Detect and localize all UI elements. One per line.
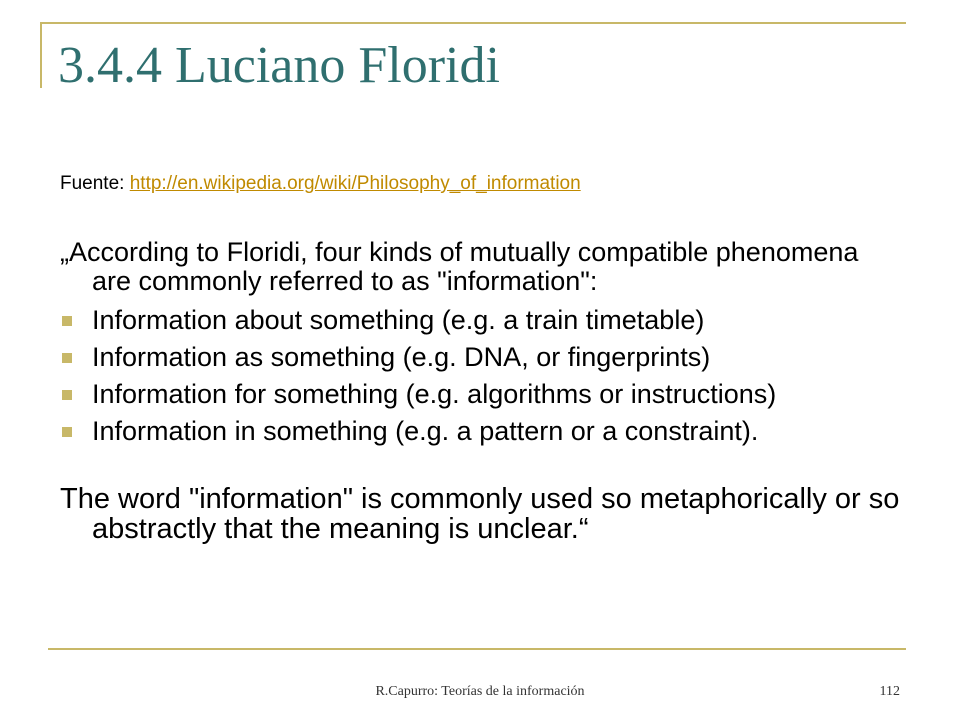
square-bullet-icon xyxy=(62,316,72,326)
square-bullet-icon xyxy=(62,427,72,437)
top-rule xyxy=(40,22,906,24)
bullet-item xyxy=(60,417,900,446)
bullet-text: Information in something (e.g. a pattern or a constraint). xyxy=(92,416,759,446)
bullet-text: Information for something (e.g. algorithms or instructions) xyxy=(92,379,777,409)
square-bullet-icon xyxy=(62,390,72,400)
bullet-item xyxy=(60,380,900,409)
slide-body xyxy=(60,238,900,544)
bullet-list xyxy=(60,306,900,446)
bottom-rule xyxy=(48,648,906,650)
footer-text: R.Capurro: Teorías de la información xyxy=(375,684,585,699)
source-line xyxy=(60,172,581,196)
page-number: 112 xyxy=(879,684,900,699)
quote-intro: „According to Floridi, four kinds of mutually compatible phenomena are commonly referred to as "information": xyxy=(60,237,859,296)
left-rule xyxy=(40,22,42,88)
source-label: Fuente: xyxy=(60,173,130,194)
bullet-text: Information as something (e.g. DNA, or fingerprints) xyxy=(92,342,711,372)
closing-paragraph: The word "information" is commonly used so metaphorically or so abstractly that the meaning is unclear.“ xyxy=(60,483,900,545)
square-bullet-icon xyxy=(62,353,72,363)
bullet-item xyxy=(60,343,900,372)
bullet-item xyxy=(60,306,900,335)
slide-title: 3.4.4 Luciano Floridi xyxy=(58,37,500,94)
source-link[interactable]: http://en.wikipedia.org/wiki/Philosophy_of_information xyxy=(129,173,581,194)
bullet-text: Information about something (e.g. a train timetable) xyxy=(92,305,705,335)
